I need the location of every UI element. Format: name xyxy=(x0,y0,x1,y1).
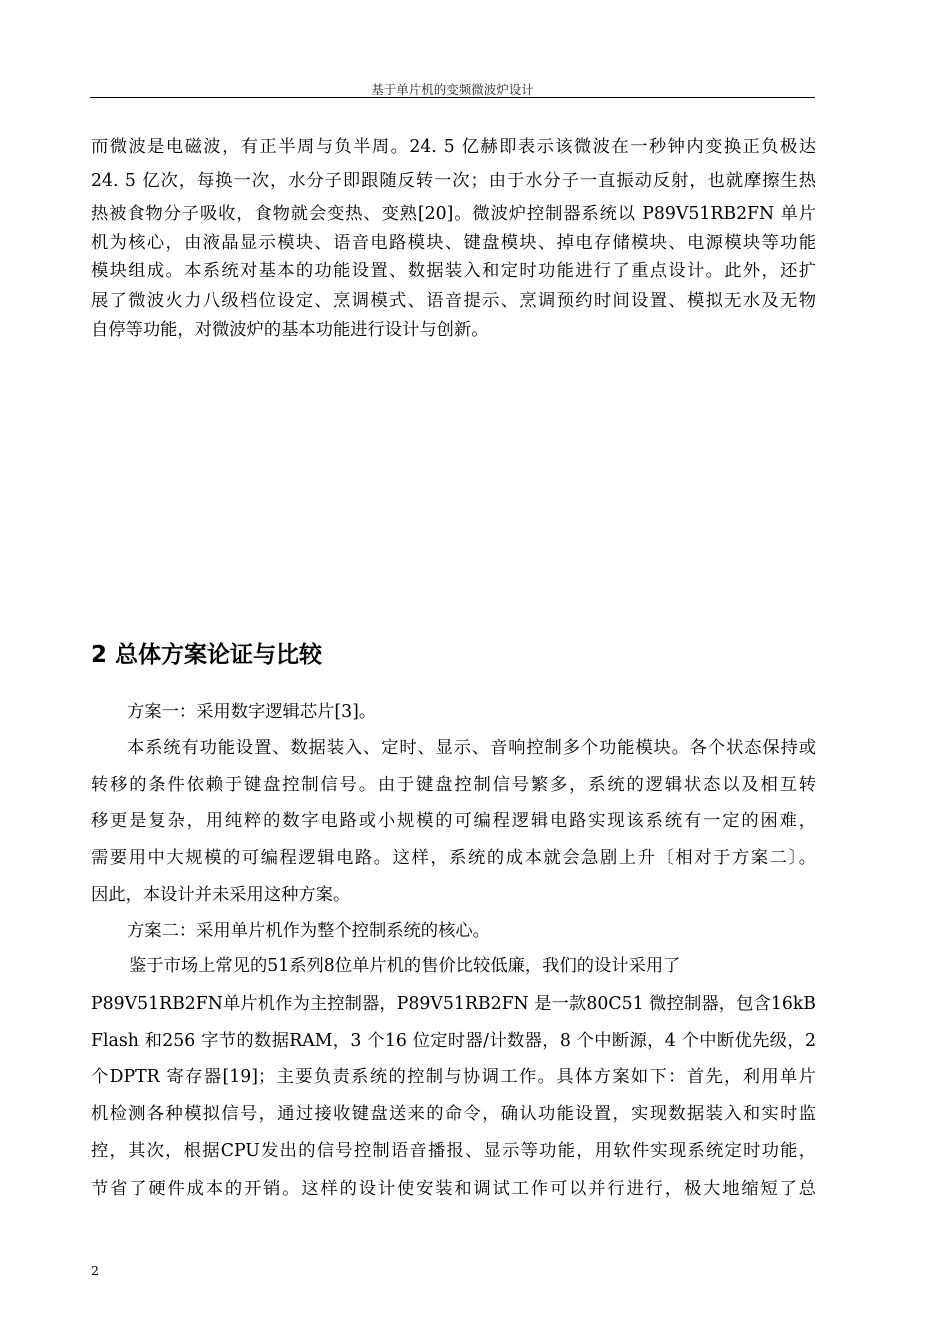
text-line: 热被食物分子吸收，食物就会变热、变熟[20]。微波炉控制器系统以 P89V51RB2FN 单片 xyxy=(91,204,816,224)
text-line: 个DPTR 寄存器[19]；主要负责系统的控制与协调工作。具体方案如下：首先，利用单片 xyxy=(91,1067,816,1087)
section-heading: 2 总体方案论证与比较 xyxy=(91,642,323,668)
text-line: 移更是复杂，用纯粹的数字电路或小规模的可编程逻辑电路实现该系统有一定的困难， xyxy=(91,811,816,831)
running-header: 基于单片机的变频微波炉设计 xyxy=(371,82,534,97)
text-line: 方案一：采用数字逻辑芯片[3]。 xyxy=(127,702,377,722)
text-line: 自停等功能，对微波炉的基本功能进行设计与创新。 xyxy=(91,320,489,340)
text-line: 展了微波火力八级档位设定、烹调模式、语音提示、烹调预约时间设置、模拟无水及无物 xyxy=(91,291,816,311)
text-line: 而微波是电磁波，有正半周与负半周。24. 5 亿赫即表示该微波在一秒钟内变换正负极达 xyxy=(91,137,816,157)
text-line: 转移的条件依赖于键盘控制信号。由于键盘控制信号繁多，系统的逻辑状态以及相互转 xyxy=(91,775,816,795)
text-line: 模块组成。本系统对基本的功能设置、数据装入和定时功能进行了重点设计。此外，还扩 xyxy=(91,261,816,281)
text-line: 方案二：采用单片机作为整个控制系统的核心。 xyxy=(127,921,490,941)
text-line: 鉴于市场上常见的51系列8位单片机的售价比较低廉，我们的设计采用了 xyxy=(129,956,681,976)
text-line: Flash 和256 字节的数据RAM，3 个16 位定时器/计数器，8 个中断源，4 个中断优先级，2 xyxy=(91,1031,816,1051)
page-number: 2 xyxy=(91,1263,99,1278)
text-line: 因此，本设计并未采用这种方案。 xyxy=(91,885,351,905)
text-line: 机检测各种模拟信号，通过接收键盘送来的命令，确认功能设置，实现数据装入和实时监 xyxy=(91,1104,816,1124)
text-line: 控，其次，根据CPU发出的信号控制语音播报、显示等功能，用软件实现系统定时功能， xyxy=(91,1141,816,1161)
text-line: 24. 5 亿次，每换一次，水分子即跟随反转一次；由于水分子一直振动反射，也就摩擦生热 xyxy=(91,171,816,191)
text-line: 节省了硬件成本的开销。这样的设计使安装和调试工作可以并行进行，极大地缩短了总 xyxy=(91,1179,816,1199)
header-rule xyxy=(90,97,815,98)
text-line: P89V51RB2FN单片机作为主控制器，P89V51RB2FN 是一款80C51 微控制器，包含16kB xyxy=(91,994,816,1014)
text-line: 机为核心，由液晶显示模块、语音电路模块、键盘模块、掉电存储模块、电源模块等功能 xyxy=(91,233,816,253)
text-line: 需要用中大规模的可编程逻辑电路。这样，系统的成本就会急剧上升〔相对于方案二〕。 xyxy=(91,848,816,868)
text-line: 本系统有功能设置、数据装入、定时、显示、音响控制多个功能模块。各个状态保持或 xyxy=(127,738,816,758)
